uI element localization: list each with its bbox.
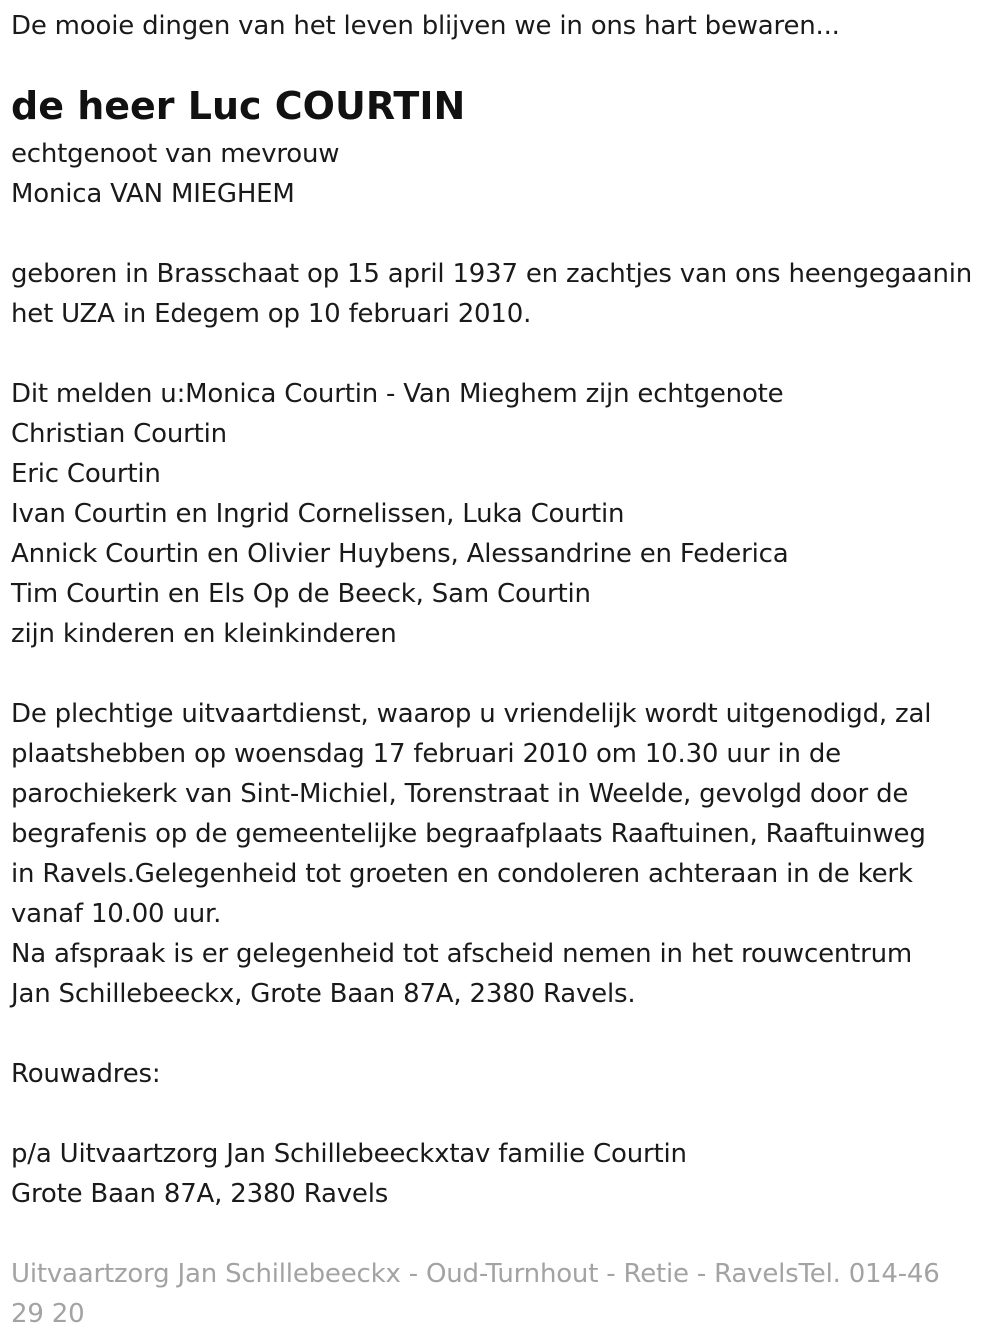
funeral-home-footer bbox=[11, 1254, 986, 1334]
family-section bbox=[11, 374, 788, 654]
family-line: Annick Courtin en Olivier Huybens, Alessandrine en Federica bbox=[11, 539, 789, 569]
family-line: Christian Courtin bbox=[11, 419, 227, 449]
deceased-name-heading: de heer Luc COURTIN bbox=[11, 84, 466, 128]
service-line: plaatshebben op woensdag 17 februari 2010 om 10.30 uur in de bbox=[11, 739, 841, 769]
service-line: parochiekerk van Sint-Michiel, Torenstraat in Weelde, gevolgd door de bbox=[11, 779, 909, 809]
spouse-section bbox=[11, 134, 339, 214]
mourning-address-section bbox=[11, 1134, 687, 1214]
service-line: Jan Schillebeeckx, Grote Baan 87A, 2380 Ravels. bbox=[11, 979, 636, 1009]
birth-death-section bbox=[11, 254, 972, 334]
family-line: zijn kinderen en kleinkinderen bbox=[11, 619, 397, 649]
family-line: Dit melden u:Monica Courtin - Van Mieghem zijn echtgenote bbox=[11, 379, 784, 409]
family-line: Tim Courtin en Els Op de Beeck, Sam Courtin bbox=[11, 579, 591, 609]
service-line: begrafenis op de gemeentelijke begraafplaats Raaftuinen, Raaftuinweg bbox=[11, 819, 926, 849]
address-line: p/a Uitvaartzorg Jan Schillebeeckxtav familie Courtin bbox=[11, 1139, 687, 1169]
family-line: Eric Courtin bbox=[11, 459, 161, 489]
service-line: vanaf 10.00 uur. bbox=[11, 899, 222, 929]
birth-death-line: geboren in Brasschaat op 15 april 1937 en zachtjes van ons heengegaanin bbox=[11, 259, 973, 289]
motto-text: De mooie dingen van het leven blijven we in ons hart bewaren... bbox=[11, 11, 840, 41]
spouse-line: echtgenoot van mevrouw bbox=[11, 139, 340, 169]
funeral-service-section bbox=[11, 694, 931, 1014]
footer-line: Uitvaartzorg Jan Schillebeeckx - Oud-Turnhout - Retie - RavelsTel. 014-46 bbox=[11, 1259, 940, 1289]
service-line: in Ravels.Gelegenheid tot groeten en condoleren achteraan in de kerk bbox=[11, 859, 913, 889]
service-line: De plechtige uitvaartdienst, waarop u vriendelijk wordt uitgenodigd, zal bbox=[11, 699, 932, 729]
birth-death-line: het UZA in Edegem op 10 februari 2010. bbox=[11, 299, 532, 329]
footer-line: 29 20 bbox=[11, 1299, 85, 1329]
spouse-line: Monica VAN MIEGHEM bbox=[11, 179, 295, 209]
family-line: Ivan Courtin en Ingrid Cornelissen, Luka Courtin bbox=[11, 499, 625, 529]
mourning-address-label: Rouwadres: bbox=[11, 1059, 161, 1089]
address-line: Grote Baan 87A, 2380 Ravels bbox=[11, 1179, 389, 1209]
service-line: Na afspraak is er gelegenheid tot afscheid nemen in het rouwcentrum bbox=[11, 939, 913, 969]
